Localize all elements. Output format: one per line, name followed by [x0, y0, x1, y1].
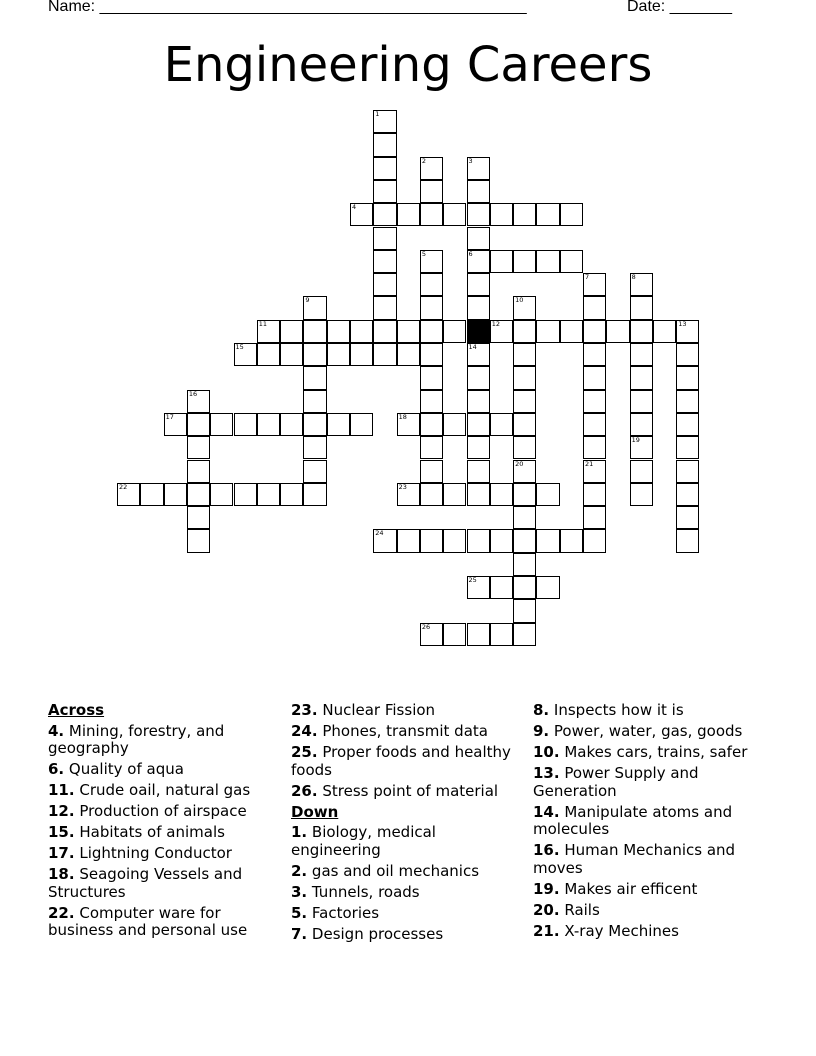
clue-item-text: Mining, forestry, and geography — [48, 721, 225, 757]
clue-number: 4 — [352, 203, 357, 212]
grid-cell[interactable] — [630, 390, 653, 413]
grid-cell[interactable] — [350, 413, 373, 436]
clue-item — [533, 765, 768, 800]
grid-cell[interactable] — [350, 320, 373, 343]
grid-cell[interactable] — [467, 203, 490, 226]
grid-cell[interactable] — [373, 320, 396, 343]
grid-cell[interactable] — [234, 483, 257, 506]
clue-item — [48, 824, 273, 842]
grid-cell[interactable] — [653, 320, 676, 343]
grid-cell[interactable] — [467, 273, 490, 296]
grid-cell[interactable] — [467, 366, 490, 389]
grid-cell[interactable] — [257, 320, 280, 343]
grid-cell[interactable] — [513, 390, 536, 413]
grid-cell[interactable] — [583, 296, 606, 319]
grid-cell[interactable] — [467, 296, 490, 319]
grid-cell[interactable] — [560, 320, 583, 343]
clue-item-text: Manipulate atoms and molecules — [533, 802, 733, 838]
grid-cell[interactable] — [467, 157, 490, 180]
clue-item-number: 14. — [533, 802, 560, 821]
clue-item — [291, 905, 516, 923]
clue-item-text: Habitats of animals — [79, 823, 225, 841]
clue-number: 18 — [398, 412, 407, 421]
grid-cell[interactable] — [303, 343, 326, 366]
grid-cell[interactable] — [397, 413, 420, 436]
clue-item-number: 18. — [48, 865, 75, 883]
grid-cell[interactable] — [257, 483, 280, 506]
clue-item — [48, 905, 273, 940]
clue-number: 22 — [119, 482, 128, 491]
grid-cell[interactable] — [467, 343, 490, 366]
grid-cell[interactable] — [280, 320, 303, 343]
clue-number: 21 — [585, 459, 594, 468]
clue-number: 11 — [258, 319, 268, 328]
grid-cell[interactable] — [420, 436, 443, 459]
grid-cell[interactable] — [513, 296, 536, 319]
grid-cell[interactable] — [490, 529, 513, 552]
clue-number: 15 — [235, 343, 244, 351]
grid-cell[interactable] — [583, 529, 606, 552]
grid-cell[interactable] — [373, 180, 396, 203]
clue-number: 13 — [678, 319, 687, 328]
clue-item-number: 6. — [48, 760, 65, 778]
clue-item-number: 17. — [48, 844, 75, 862]
clue-item — [533, 881, 768, 899]
clue-item-number: 15. — [48, 823, 75, 841]
grid-cell[interactable] — [583, 436, 606, 459]
clue-number: 20 — [515, 459, 524, 468]
grid-cell[interactable] — [420, 529, 443, 552]
clue-item — [48, 845, 273, 863]
grid-cell[interactable] — [420, 250, 443, 273]
grid-cell[interactable] — [397, 343, 420, 366]
grid-cell[interactable] — [420, 296, 443, 319]
grid-cell[interactable] — [117, 483, 140, 506]
grid-cell[interactable] — [303, 483, 326, 506]
grid-cell[interactable] — [164, 483, 187, 506]
grid-cell[interactable] — [630, 483, 653, 506]
grid-cell[interactable] — [513, 320, 536, 343]
page-title: Engineering Careers — [163, 37, 653, 93]
clue-item-number: 10. — [533, 743, 560, 761]
grid-cell[interactable] — [467, 483, 490, 506]
clue-item-number: 3. — [291, 882, 308, 901]
grid-cell[interactable] — [327, 413, 350, 436]
clue-item — [533, 923, 768, 941]
grid-cell[interactable] — [676, 366, 699, 389]
grid-cell[interactable] — [373, 110, 396, 133]
clue-item — [48, 782, 273, 800]
clue-item-number: 13. — [533, 764, 560, 782]
grid-cell[interactable] — [443, 413, 466, 436]
grid-cell[interactable] — [420, 180, 443, 203]
clue-item-text: Biology, medical engineering — [291, 823, 436, 859]
clue-number: 9 — [305, 296, 310, 305]
grid-cell[interactable] — [630, 366, 653, 389]
grid-cell[interactable] — [536, 250, 559, 273]
clue-number: 17 — [165, 412, 174, 421]
grid-cell[interactable] — [536, 576, 559, 599]
grid-cell[interactable] — [536, 320, 559, 343]
clue-number: 6 — [468, 249, 473, 258]
grid-cell[interactable] — [513, 203, 536, 226]
clue-item-number: 19. — [533, 879, 560, 898]
grid-cell[interactable] — [467, 227, 490, 250]
grid-cell[interactable] — [676, 413, 699, 436]
grid-cell[interactable] — [420, 623, 443, 646]
clue-item — [291, 863, 516, 881]
clue-item-text: Power Supply and Generation — [533, 764, 699, 800]
grid-cell[interactable] — [257, 343, 280, 366]
grid-cell[interactable] — [630, 460, 653, 483]
clue-item-text: Design processes — [311, 924, 444, 943]
grid-cell[interactable] — [327, 320, 350, 343]
clue-item-number: 22. — [48, 903, 75, 922]
grid-cell[interactable] — [676, 483, 699, 506]
grid-cell[interactable] — [676, 529, 699, 552]
grid-cell[interactable] — [630, 436, 653, 459]
grid-cell[interactable] — [187, 390, 210, 413]
grid-cell[interactable] — [420, 413, 443, 436]
grid-cell[interactable] — [583, 366, 606, 389]
grid-cell[interactable] — [583, 460, 606, 483]
clue-item-number: 7. — [291, 924, 308, 943]
clue-item-number: 26. — [291, 781, 318, 800]
grid-cell[interactable] — [420, 343, 443, 366]
grid-cell[interactable] — [420, 390, 443, 413]
clue-number: 2 — [421, 156, 427, 165]
grid-cell[interactable] — [676, 390, 699, 413]
clue-item-number: 23. — [291, 701, 318, 719]
clue-column-2 — [291, 702, 516, 947]
clue-column-3 — [533, 702, 768, 944]
grid-cell[interactable] — [490, 483, 513, 506]
grid-cell[interactable] — [187, 483, 210, 506]
grid-cell[interactable] — [373, 529, 396, 552]
grid-cell[interactable] — [583, 273, 606, 296]
clue-item-text: Production of airspace — [79, 802, 247, 820]
clue-item-number: 11. — [48, 781, 75, 799]
grid-cell[interactable] — [467, 180, 490, 203]
grid-cell[interactable] — [513, 250, 536, 273]
clue-item-text: Power, water, gas, goods — [553, 722, 743, 740]
grid-cell[interactable] — [187, 506, 210, 529]
clue-item-number: 20. — [533, 900, 560, 919]
grid-cell[interactable] — [676, 506, 699, 529]
grid-cell[interactable] — [583, 320, 606, 343]
clue-number: 24 — [375, 529, 384, 538]
grid-cell[interactable] — [303, 460, 326, 483]
grid-cell[interactable] — [350, 203, 373, 226]
clue-number: 23 — [398, 482, 407, 491]
grid-cell[interactable] — [513, 483, 536, 506]
grid-cell[interactable] — [303, 320, 326, 343]
clue-item — [48, 866, 273, 901]
clue-item — [291, 744, 516, 779]
grid-cell[interactable] — [280, 483, 303, 506]
grid-cell[interactable] — [210, 483, 233, 506]
grid-cell[interactable] — [490, 576, 513, 599]
grid-cell[interactable] — [140, 483, 163, 506]
clue-number: 19 — [631, 436, 640, 445]
grid-cell[interactable] — [373, 203, 396, 226]
clue-item-text: Inspects how it is — [553, 701, 684, 719]
clue-item-number: 12. — [48, 802, 75, 820]
grid-cell[interactable] — [513, 436, 536, 459]
grid-cell[interactable] — [210, 413, 233, 436]
grid-cell[interactable] — [420, 366, 443, 389]
grid-cell[interactable] — [630, 413, 653, 436]
grid-cell[interactable] — [513, 460, 536, 483]
grid-cell[interactable] — [443, 483, 466, 506]
grid-cell[interactable] — [187, 413, 210, 436]
clue-item — [533, 804, 768, 839]
grid-cell[interactable] — [397, 483, 420, 506]
clue-number: 5 — [421, 249, 427, 258]
grid-cell[interactable] — [583, 506, 606, 529]
grid-cell[interactable] — [397, 320, 420, 343]
clue-number: 8 — [631, 273, 636, 282]
grid-cell[interactable] — [536, 529, 559, 552]
grid-cell[interactable] — [280, 413, 303, 436]
grid-cell[interactable] — [630, 296, 653, 319]
clue-item-text: Factories — [311, 903, 380, 922]
clue-number: 16 — [188, 389, 198, 398]
grid-cell[interactable] — [513, 366, 536, 389]
grid-cell[interactable] — [583, 343, 606, 366]
grid-cell[interactable] — [467, 250, 490, 273]
grid-cell[interactable] — [187, 436, 210, 459]
grid-cell[interactable] — [350, 343, 373, 366]
clue-item-number: 9. — [533, 722, 550, 740]
grid-cell[interactable] — [467, 436, 490, 459]
clue-item — [291, 884, 516, 902]
grid-cell[interactable] — [373, 296, 396, 319]
grid-cell[interactable] — [373, 133, 396, 156]
grid-cell[interactable] — [536, 203, 559, 226]
clue-number: 7 — [585, 273, 590, 282]
grid-cell[interactable] — [443, 203, 466, 226]
clue-item-text: Lightning Conductor — [79, 844, 232, 862]
grid-cell[interactable] — [420, 203, 443, 226]
clue-section-heading: Down — [291, 802, 339, 821]
grid-cell[interactable] — [373, 343, 396, 366]
clue-item — [291, 783, 516, 801]
grid-cell[interactable] — [164, 413, 187, 436]
clue-item-number: 25. — [291, 743, 318, 761]
clue-item-text: Nuclear Fission — [322, 701, 436, 719]
clue-item-number: 2. — [291, 861, 308, 880]
grid-cell[interactable] — [513, 623, 536, 646]
grid-cell[interactable] — [490, 320, 513, 343]
clue-item — [533, 842, 768, 877]
grid-cell[interactable] — [467, 576, 490, 599]
clue-number: 10 — [515, 296, 524, 305]
clue-item — [291, 926, 516, 944]
clue-item-text: Rails — [564, 900, 600, 919]
grid-cell[interactable] — [303, 436, 326, 459]
grid-cell[interactable] — [583, 390, 606, 413]
clue-number: 1 — [375, 110, 380, 118]
grid-cell[interactable] — [676, 436, 699, 459]
grid-cell[interactable] — [676, 320, 699, 343]
grid-cell[interactable] — [420, 460, 443, 483]
grid-cell[interactable] — [560, 203, 583, 226]
grid-cell[interactable] — [303, 296, 326, 319]
grid-cell[interactable] — [327, 343, 350, 366]
clue-number: 12 — [491, 319, 501, 328]
clue-item — [291, 702, 516, 720]
clue-item-number: 8. — [533, 701, 550, 719]
clue-item — [291, 824, 516, 859]
clue-item-text: Makes air efficent — [564, 879, 698, 898]
grid-cell[interactable] — [467, 529, 490, 552]
clue-item-text: Human Mechanics and moves — [533, 841, 736, 877]
clue-item — [533, 744, 768, 762]
grid-cell[interactable] — [257, 413, 280, 436]
grid-cell[interactable] — [420, 320, 443, 343]
grid-cell[interactable] — [234, 413, 257, 436]
clue-item — [48, 761, 273, 779]
grid-cell[interactable] — [490, 203, 513, 226]
grid-cell[interactable] — [490, 623, 513, 646]
black-cell — [467, 320, 490, 343]
grid-cell[interactable] — [443, 623, 466, 646]
grid-cell[interactable] — [676, 460, 699, 483]
grid-cell[interactable] — [606, 320, 629, 343]
grid-cell[interactable] — [513, 343, 536, 366]
clue-item-text: Seagoing Vessels and Structures — [48, 865, 243, 901]
grid-cell[interactable] — [303, 390, 326, 413]
grid-cell[interactable] — [513, 413, 536, 436]
grid-cell[interactable] — [560, 529, 583, 552]
grid-cell[interactable] — [420, 157, 443, 180]
grid-cell[interactable] — [630, 343, 653, 366]
grid-cell[interactable] — [187, 529, 210, 552]
grid-cell[interactable] — [513, 529, 536, 552]
grid-cell[interactable] — [373, 250, 396, 273]
grid-cell[interactable] — [397, 203, 420, 226]
grid-cell[interactable] — [676, 343, 699, 366]
clue-item-text: Crude oail, natural gas — [79, 781, 251, 799]
grid-cell[interactable] — [467, 460, 490, 483]
grid-cell[interactable] — [420, 273, 443, 296]
clue-column-1 — [48, 702, 273, 943]
clue-item-text: Tunnels, roads — [311, 882, 420, 901]
grid-cell[interactable] — [513, 576, 536, 599]
clue-number: 14 — [468, 343, 477, 351]
clue-item-text: Computer ware for business and personal use — [48, 903, 248, 939]
grid-cell[interactable] — [583, 413, 606, 436]
clue-item-number: 16. — [533, 841, 560, 859]
grid-cell[interactable] — [467, 623, 490, 646]
grid-cell[interactable] — [630, 320, 653, 343]
clue-item-number: 5. — [291, 903, 308, 922]
grid-cell[interactable] — [373, 227, 396, 250]
grid-cell[interactable] — [513, 599, 536, 622]
clue-item-text: Quality of aqua — [68, 760, 184, 778]
grid-cell[interactable] — [467, 390, 490, 413]
clue-section-heading: Across — [48, 701, 105, 719]
grid-cell[interactable] — [583, 483, 606, 506]
clue-item-text: X-ray Mechines — [564, 921, 679, 940]
clue-item — [291, 723, 516, 741]
grid-cell[interactable] — [513, 553, 536, 576]
grid-cell[interactable] — [536, 483, 559, 506]
clue-item-number: 21. — [533, 921, 560, 940]
clue-item-text: Phones, transmit data — [322, 722, 488, 740]
clue-item — [48, 803, 273, 821]
grid-cell[interactable] — [373, 273, 396, 296]
grid-cell[interactable] — [630, 273, 653, 296]
grid-cell[interactable] — [513, 506, 536, 529]
grid-cell[interactable] — [490, 413, 513, 436]
grid-cell[interactable] — [397, 529, 420, 552]
clue-item-number: 4. — [48, 721, 65, 740]
grid-cell[interactable] — [234, 343, 257, 366]
grid-cell[interactable] — [443, 529, 466, 552]
clue-item-text: Proper foods and healthy foods — [291, 743, 511, 779]
grid-cell[interactable] — [560, 250, 583, 273]
grid-cell[interactable] — [187, 460, 210, 483]
clue-number: 3 — [468, 156, 473, 165]
grid-cell[interactable] — [303, 366, 326, 389]
grid-cell[interactable] — [280, 343, 303, 366]
clue-number: 26 — [421, 622, 431, 631]
clue-item-text: Stress point of material — [322, 781, 499, 800]
grid-cell[interactable] — [303, 413, 326, 436]
clue-item — [533, 723, 768, 741]
clue-item — [48, 723, 273, 758]
clue-item-text: Makes cars, trains, safer — [564, 743, 748, 761]
name-field-label[interactable]: Name: ________________________________________________ — [48, 0, 527, 15]
grid-cell[interactable] — [490, 250, 513, 273]
grid-cell[interactable] — [467, 413, 490, 436]
clue-item-number: 24. — [291, 722, 318, 740]
grid-cell[interactable] — [420, 483, 443, 506]
grid-cell[interactable] — [373, 157, 396, 180]
date-field-label[interactable]: Date: _______ — [627, 0, 732, 15]
clue-number: 25 — [468, 576, 477, 584]
clue-item — [533, 702, 768, 720]
clue-item — [533, 902, 768, 920]
grid-cell[interactable] — [443, 320, 466, 343]
clue-item-text: gas and oil mechanics — [311, 861, 480, 880]
clue-item-number: 1. — [291, 823, 308, 841]
